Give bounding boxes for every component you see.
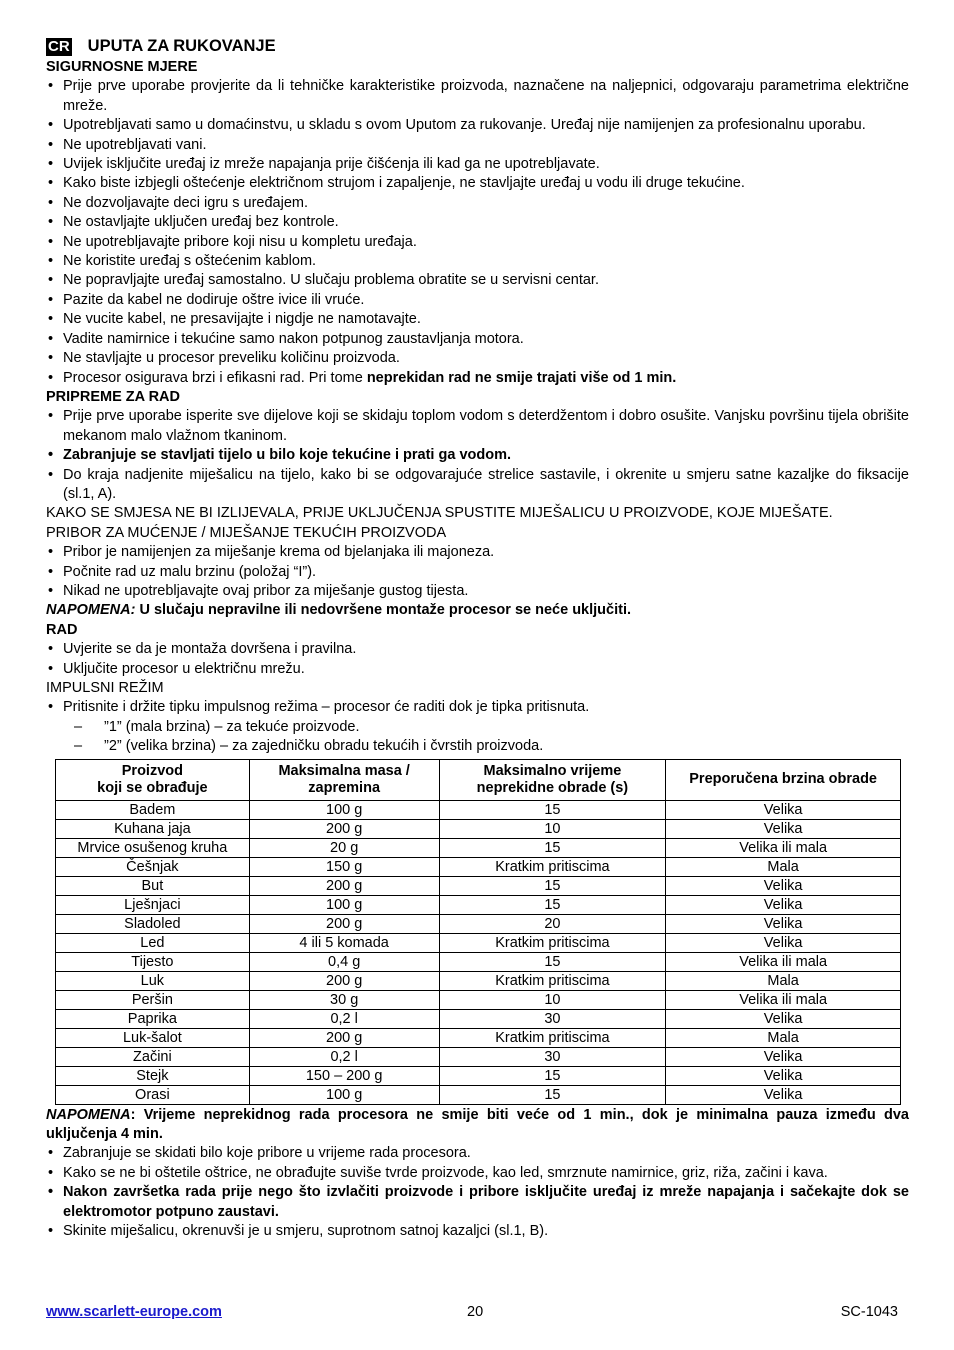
note-label: NAPOMENA: [46,602,136,619]
cell-time: 15 [439,876,666,895]
table-row [56,857,901,876]
safety-item: • Uvijek isključite uređaj iz mreže napajanja prije čišćenja ili kad ga ne upotrebljavate. [46,155,909,174]
cell-product: Mrvice osušenog kruha [56,838,250,857]
cell-speed: Velika ili mala [666,952,901,971]
table-row [56,1009,901,1028]
operation-list [46,640,909,679]
cell-speed: Mala [666,971,901,990]
cell-time: 15 [439,895,666,914]
pulse-item: • Pritisnite i držite tipku impulsnog režima – procesor će raditi dok je tipka pritisnuta. [46,698,909,717]
cell-product: Orasi [56,1085,250,1104]
table-row [56,1066,901,1085]
cell-mass: 100 g [249,1085,439,1104]
cell-time: Kratkim pritiscima [439,1028,666,1047]
cell-speed: Velika ili mala [666,838,901,857]
whisk-item: • Pribor je namijenjen za miješanje krema od bjelanjaka ili majoneza. [46,543,909,562]
table-row [56,1047,901,1066]
table-row [56,838,901,857]
table-row [56,1028,901,1047]
col-header-mass: Maksimalna masa / zapremina [249,759,439,800]
cell-time: Kratkim pritiscima [439,857,666,876]
cell-time: Kratkim pritiscima [439,971,666,990]
model-number: SC-1043 [840,1304,898,1320]
after-item: • Zabranjuje se skidati bilo koje pribore u vrijeme rada procesora. [46,1144,909,1163]
operation-item: • Uvjerite se da je montaža dovršena i pravilna. [46,640,909,659]
operation-heading: RAD [46,621,78,638]
safety-item: • Kako biste izbjegli oštećenje električnom strujom i zapaljenje, ne stavljajte uređaj u vodu ili druge tekućine. [46,174,909,193]
cell-mass: 30 g [249,990,439,1009]
table-row [56,952,901,971]
cell-product: But [56,876,250,895]
safety-item: • Vadite namirnice i tekućine samo nakon potpunog zaustavljanja motora. [46,330,909,349]
cell-time: Kratkim pritiscima [439,933,666,952]
cell-product: Kuhana jaja [56,819,250,838]
table-row [56,800,901,819]
cell-mass: 200 g [249,876,439,895]
safety-item: • Ne vucite kabel, ne presavijajte i nigdje ne namotavajte. [46,310,909,329]
processing-table [55,759,901,1105]
whisk-heading: PRIBOR ZA MUĆENJE / MIJEŠANJE TEKUĆIH PROIZVODA [46,524,447,541]
cell-speed: Velika [666,895,901,914]
cell-speed: Velika [666,914,901,933]
cell-time: 30 [439,1047,666,1066]
safety-item: • Upotrebljavati samo u domaćinstvu, u skladu s ovom Uputom za rukovanje. Uređaj nije namijenjen za profesionalnu uporabu. [46,116,909,135]
safety-item: • Ne popravljajte uređaj samostalno. U slučaju problema obratite se u servisni centar. [46,271,909,290]
cell-speed: Mala [666,1028,901,1047]
whisk-note [46,601,909,620]
page-number: 20 [467,1304,484,1320]
cell-mass: 0,2 l [249,1009,439,1028]
cell-product: Peršin [56,990,250,1009]
cell-product: Led [56,933,250,952]
prep-item-warning: • Zabranjuje se stavljati tijelo u bilo koje tekućine i prati ga vodom. [46,446,909,465]
cell-time: 15 [439,1085,666,1104]
cell-speed: Velika [666,1066,901,1085]
cell-product: Lješnjaci [56,895,250,914]
manual-page [46,36,909,1241]
cell-time: 20 [439,914,666,933]
speed-2: – ”2” (velika brzina) – za zajedničku obradu tekućih i čvrstih proizvoda. [46,737,909,756]
table-row [56,914,901,933]
safety-item: • Ne ostavljajte uključen uređaj bez kontrole. [46,213,909,232]
cell-product: Začini [56,1047,250,1066]
cell-mass: 0,2 l [249,1047,439,1066]
safety-list [46,77,909,368]
prep-item: • Do kraja nadjenite miješalicu na tijelo, kako bi se odgovarajuće strelice sastavile, i okrenite u smjeru satne kazaljke do fiksacije (sl.1, A). [46,466,909,505]
cell-product: Stejk [56,1066,250,1085]
note-text: : Vrijeme neprekidnog rada procesora ne smije biti veće od 1 min., dok je minimalna pauza između dva uključenja 4 min. [46,1106,909,1143]
prep-item: • Prije prve uporabe isperite sve dijelove koji se skidaju toplom vodom s deterdžentom i dobro osušite. Vanjsku površinu tijela obrišite mekanom malo vlažnom tkaninom. [46,407,909,446]
table-body [56,800,901,1104]
safety-item: • Pazite da kabel ne dodiruje oštre ivice ili vruće. [46,291,909,310]
safety-item-last [46,369,909,388]
note-text: U slučaju nepravilne ili nedovršene montaže procesor se neće uključiti. [135,602,632,619]
whisk-list [46,543,909,601]
cell-product: Sladoled [56,914,250,933]
table-row [56,1085,901,1104]
cell-mass: 0,4 g [249,952,439,971]
safety-item: • Prije prve uporabe provjerite da li tehničke karakteristike proizvoda, naznačene na naljepnici, odgovaraju parametrima električne mreže. [46,77,909,116]
cell-product: Češnjak [56,857,250,876]
col-header-speed: Preporučena brzina obrade [666,759,901,800]
cell-mass: 150 g [249,857,439,876]
cell-mass: 100 g [249,800,439,819]
cell-speed: Velika [666,933,901,952]
cell-mass: 200 g [249,971,439,990]
after-item-warning: • Nakon završetka rada prije nego što izvlačiti proizvode i pribore isključite uređaj iz mreže napajanja i sačekajte dok se elektromotor potpuno zaustavi. [46,1183,909,1222]
cell-time: 15 [439,800,666,819]
cell-speed: Velika [666,1009,901,1028]
cell-mass: 100 g [249,895,439,914]
table-row [56,819,901,838]
col-header-product: Proizvod koji se obrađuje [56,759,250,800]
cell-speed: Velika [666,800,901,819]
cell-mass: 200 g [249,819,439,838]
cell-speed: Velika [666,1047,901,1066]
page-title: UPUTA ZA RUKOVANJE [87,37,276,56]
pulse-heading: IMPULSNI REŽIM [46,680,164,696]
safety-heading: SIGURNOSNE MJERE [46,59,198,75]
cell-mass: 4 ili 5 komada [249,933,439,952]
safety-item: • Ne dozvoljavajte deci igru s uređajem. [46,194,909,213]
website-link[interactable]: www.scarlett-europe.com [46,1304,222,1320]
language-badge: CR [48,38,70,55]
cell-speed: Velika [666,819,901,838]
cell-mass: 20 g [249,838,439,857]
cell-time: 15 [439,838,666,857]
col-header-time: Maksimalno vrijeme neprekidne obrade (s) [439,759,666,800]
whisk-item: • Počnite rad uz malu brzinu (položaj “I”). [46,563,909,582]
whisk-item: • Nikad ne upotrebljavajte ovaj pribor za miješanje gustog tijesta. [46,582,909,601]
prep-heading: PRIPREME ZA RAD [46,388,180,405]
note-label: NAPOMENA [46,1106,131,1123]
cell-time: 30 [439,1009,666,1028]
cell-product: Paprika [56,1009,250,1028]
table-row [56,990,901,1009]
safety-item: • Ne koristite uređaj s oštećenim kablom. [46,252,909,271]
cell-time: 10 [439,819,666,838]
safety-item: • Ne upotrebljavajte pribore koji nisu u kompletu uređaja. [46,233,909,252]
cell-mass: 150 – 200 g [249,1066,439,1085]
speed-1: – ”1” (mala brzina) – za tekuće proizvode. [46,718,909,737]
safety-last-text: Procesor osigurava brzi i efikasni rad. Pri tome [63,369,367,386]
table-row [56,933,901,952]
cell-mass: 200 g [249,914,439,933]
table-header-row [56,759,901,800]
after-item: • Kako se ne bi oštetile oštrice, ne obrađujte suviše tvrde proizvode, kao led, smrznute namirnice, griz, riža, začini i kava. [46,1164,909,1183]
cell-time: 15 [439,952,666,971]
after-note [46,1106,909,1145]
section-title [46,36,909,58]
caps-note: KAKO SE SMJESA NE BI IZLIJEVALA, PRIJE UKLJUČENJA SPUSTITE MIJEŠALICU U PROIZVODE, KOJE MIJEŠATE. [46,505,833,522]
operation-item: • Uključite procesor u električnu mrežu. [46,660,909,679]
cell-time: 15 [439,1066,666,1085]
cell-time: 10 [439,990,666,1009]
cell-speed: Velika [666,1085,901,1104]
cell-speed: Velika [666,876,901,895]
cell-product: Badem [56,800,250,819]
cell-mass: 200 g [249,1028,439,1047]
cell-product: Luk [56,971,250,990]
table-row [56,971,901,990]
safety-item: • Ne upotrebljavati vani. [46,136,909,155]
table-row [56,895,901,914]
cell-speed: Mala [666,857,901,876]
cell-product: Tijesto [56,952,250,971]
safety-item: • Ne stavljajte u procesor preveliku količinu proizvoda. [46,349,909,368]
cell-product: Luk-šalot [56,1028,250,1047]
after-item: • Skinite miješalicu, okrenuvši je u smjeru, suprotnom satnoj kazaljci (sl.1, B). [46,1222,909,1241]
safety-last-bold: neprekidan rad ne smije trajati više od 1 min. [366,369,677,386]
cell-speed: Velika ili mala [666,990,901,1009]
table-row [56,876,901,895]
